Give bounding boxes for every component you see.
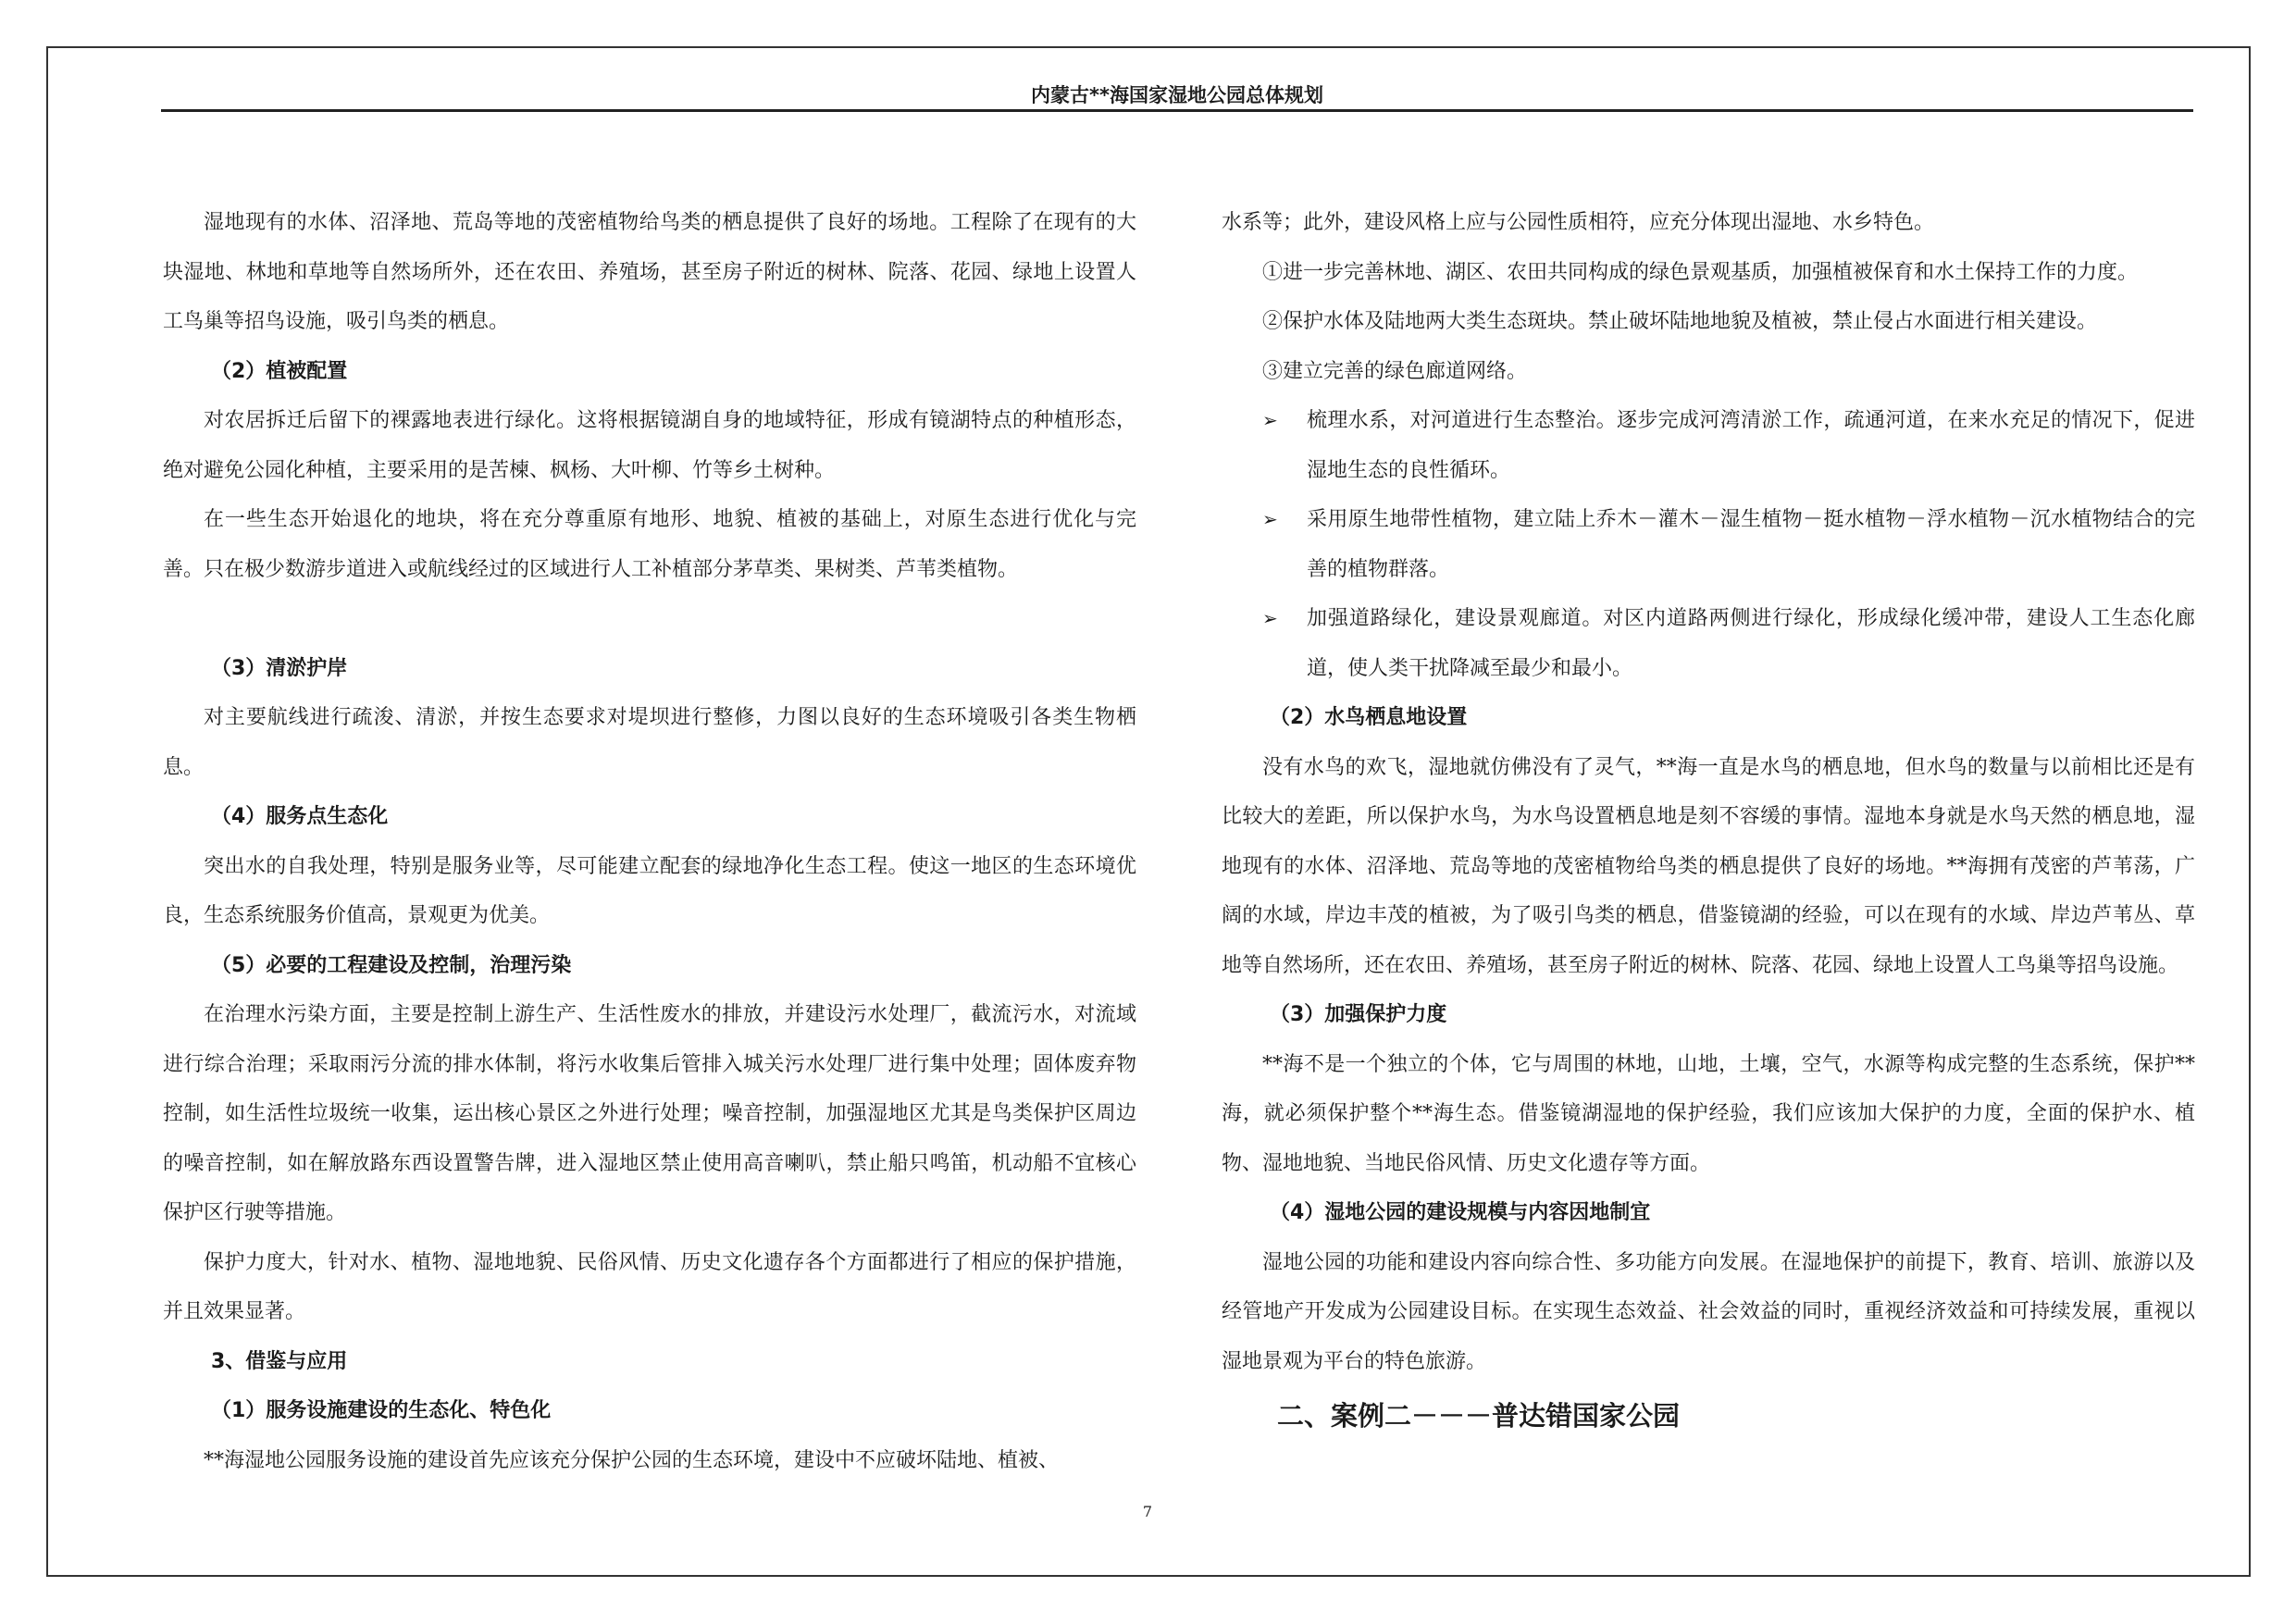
bullet-text: 加强道路绿化，建设景观廊道。对区内道路两侧进行绿化，形成绿化缓冲带，建设人工生态化廊道，使人类干扰降减至最少和最小。: [1307, 607, 2195, 680]
paragraph: 没有水鸟的欢飞，湿地就仿佛没有了灵气，**海一直是水鸟的栖息地，但水鸟的数量与以前相比还是有比较大的差距，所以保护水鸟，为水鸟设置栖息地是刻不容缓的事情。湿地本身就是水鸟天然的栖息地，湿地现有的水体、沼泽地、荒岛等地的茂密植物给鸟类的栖息提供了良好的场地。**海拥有茂密的芦苇荡，广阔的水域，岸边丰茂的植被，为了吸引鸟类的栖息，借鉴镜湖的经验，可以在现有的水域、岸边芦苇丛、草地等自然场所，还在农田、养殖场，甚至房子附近的树林、院落、花园、绿地上设置人工鸟巢等招鸟设施。: [1222, 755, 2195, 977]
bullet-item: [1222, 594, 2195, 693]
paragraph: 在一些生态开始退化的地块，将在充分尊重原有地形、地貌、植被的基础上，对原生态进行优化与完善。只在极少数游步道进入或航线经过的区域进行人工补植部分茅草类、果树类、芦苇类植物。: [163, 508, 1136, 581]
arrow-bullet-icon: ➢: [1262, 508, 1278, 530]
paragraph: 对主要航线进行疏浚、清淤，并按生态要求对堤坝进行整修，力图以良好的生态环境吸引各类生物栖息。: [163, 706, 1136, 779]
paragraph: 对农居拆迁后留下的裸露地表进行绿化。这将根据镜湖自身的地域特征，形成有镜湖特点的种植形态，绝对避免公园化种植，主要采用的是苦楝、枫杨、大叶柳、竹等乡土树种。: [163, 409, 1136, 482]
arrow-bullet-icon: ➢: [1262, 607, 1278, 629]
numbered-item: ③建立完善的绿色廊道网络。: [1262, 359, 1528, 383]
bullet-item: [1222, 495, 2195, 594]
paragraph: 在治理水污染方面，主要是控制上游生产、生活性废水的排放，并建设污水处理厂，截流污水，对流域进行综合治理；采取雨污分流的排水体制，将污水收集后管排入城关污水处理厂进行集中处理；固体废弃物控制，如生活性垃圾统一收集，运出核心景区之外进行处理；噪音控制，加强湿地区尤其是鸟类保护区周边的噪音控制，如在解放路东西设置警告牌，进入湿地区禁止使用高音喇叭，禁止船只鸣笛，机动船不宜核心保护区行驶等措施。: [163, 1003, 1136, 1224]
numbered-item: ①进一步完善林地、湖区、农田共同构成的绿色景观基质，加强植被保育和水土保持工作的力度。: [1262, 260, 2139, 284]
paragraph: 水系等；此外，建设风格上应与公园性质相符，应充分体现出湿地、水乡特色。: [1222, 211, 1935, 234]
right-column: [1222, 198, 2195, 1444]
subheading: （4）服务点生态化: [211, 805, 389, 828]
paragraph: **海不是一个独立的个体，它与周围的林地，山地，土壤，空气，水源等构成完整的生态系统，保护**海，就必须保护整个**海生态。借鉴镜湖湿地的保护经验，我们应该加大保护的力度，全面的保护水、植物、湿地地貌、当地民俗风情、历史文化遗存等方面。: [1222, 1052, 2195, 1175]
subheading: （2）水鸟栖息地设置: [1270, 706, 1468, 729]
arrow-bullet-icon: ➢: [1262, 409, 1278, 431]
paragraph: 保护力度大，针对水、植物、湿地地貌、民俗风情、历史文化遗存各个方面都进行了相应的保护措施，并且效果显著。: [163, 1250, 1136, 1323]
subheading: （3）清淤护岸: [211, 656, 348, 680]
blank-line: [163, 594, 1136, 644]
subheading: （4）湿地公园的建设规模与内容因地制宜: [1270, 1201, 1651, 1224]
running-header: 内蒙古**海国家湿地公园总体规划: [1031, 84, 1323, 106]
header-rule: [161, 109, 2193, 112]
left-column: [163, 198, 1136, 1485]
paragraph: 湿地现有的水体、沼泽地、荒岛等地的茂密植物给鸟类的栖息提供了良好的场地。工程除了在现有的大块湿地、林地和草地等自然场所外，还在农田、养殖场，甚至房子附近的树林、院落、花园、绿地上设置人工鸟巢等招鸟设施，吸引鸟类的栖息。: [163, 211, 1136, 333]
bullet-text: 梳理水系，对河道进行生态整治。逐步完成河湾清淤工作，疏通河道，在来水充足的情况下，促进湿地生态的良性循环。: [1307, 409, 2195, 482]
bullet-text: 采用原生地带性植物，建立陆上乔木－灌木－湿生植物－挺水植物－浮水植物－沉水植物结合的完善的植物群落。: [1307, 508, 2195, 581]
subheading: （2）植被配置: [211, 359, 348, 383]
paragraph: 突出水的自我处理，特别是服务业等，尽可能建立配套的绿地净化生态工程。使这一地区的生态环境优良，生态系统服务价值高，景观更为优美。: [163, 854, 1136, 927]
paragraph: 湿地公园的功能和建设内容向综合性、多功能方向发展。在湿地保护的前提下，教育、培训、旅游以及经管地产开发成为公园建设目标。在实现生态效益、社会效益的同时，重视经济效益和可持续发展，重视以湿地景观为平台的特色旅游。: [1222, 1250, 2195, 1373]
bullet-item: [1222, 396, 2195, 495]
subheading: （5）必要的工程建设及控制，治理污染: [211, 953, 572, 977]
numbered-item: ②保护水体及陆地两大类生态斑块。禁止破坏陆地地貌及植被，禁止侵占水面进行相关建设。: [1262, 310, 2098, 333]
page-number: 7: [1142, 1503, 1153, 1520]
subheading: （1）服务设施建设的生态化、特色化: [211, 1399, 552, 1422]
section-title: 二、案例二－－－普达错国家公园: [1277, 1400, 1681, 1432]
subheading: （3）加强保护力度: [1270, 1003, 1447, 1026]
paragraph: **海湿地公园服务设施的建设首先应该充分保护公园的生态环境，建设中不应破坏陆地、植被、: [204, 1448, 1060, 1472]
section-heading: 3、借鉴与应用: [211, 1349, 348, 1373]
